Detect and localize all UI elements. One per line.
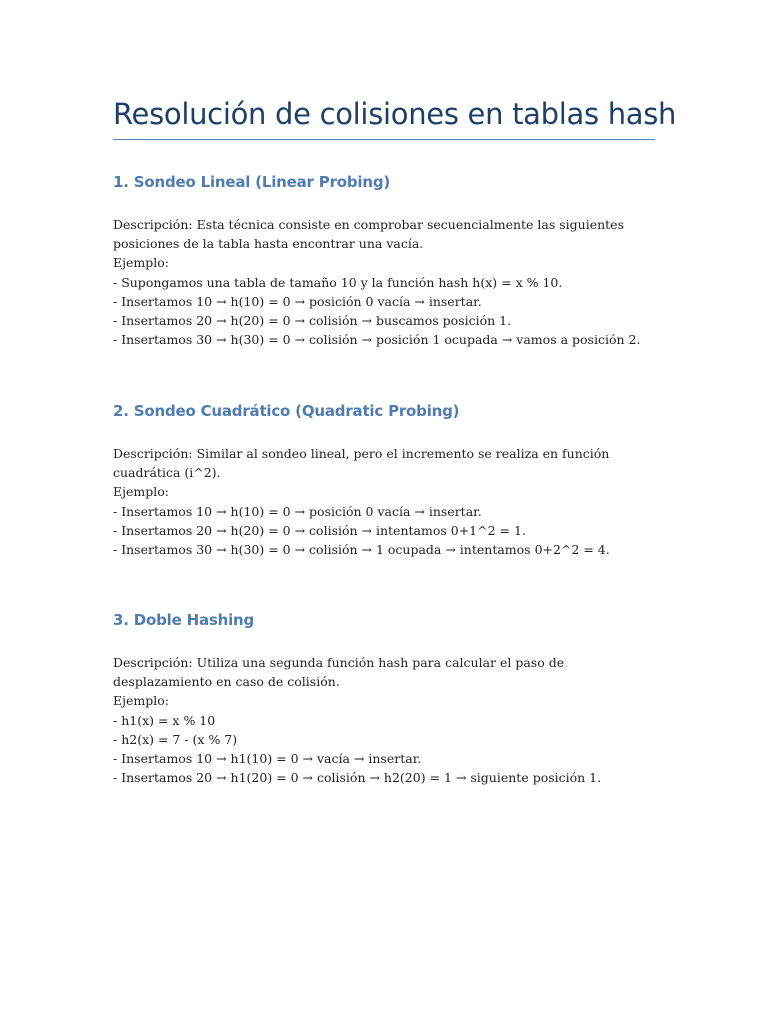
description-paragraph: Descripción: Utiliza una segunda función hash para calcular el paso de desplazamiento en caso de colisión. xyxy=(113,655,565,690)
example-label: Ejemplo: xyxy=(113,484,169,500)
section-body xyxy=(113,192,655,349)
example-line: - Supongamos una tabla de tamaño 10 y la función hash h(x) = x % 10. xyxy=(113,274,563,290)
example-line: - Insertamos 20 → h1(20) = 0 → colisión → h2(20) = 1 → siguiente posición 1. xyxy=(113,770,602,786)
example-line: - Insertamos 20 → h(20) = 0 → colisión → intentamos 0+1^2 = 1. xyxy=(113,522,526,538)
example-label: Ejemplo: xyxy=(113,255,169,271)
section-heading: 3. Doble Hashing xyxy=(113,611,255,629)
section-body xyxy=(113,630,655,787)
description-paragraph: Descripción: Esta técnica consiste en comprobar secuencialmente las siguientes posiciones de la tabla hasta encontrar una vacía. xyxy=(113,217,624,252)
example-line: - Insertamos 10 → h1(10) = 0 → vacía → insertar. xyxy=(113,751,422,767)
example-line: - Insertamos 10 → h(10) = 0 → posición 0 vacía → insertar. xyxy=(113,503,482,519)
example-label: Ejemplo: xyxy=(113,693,169,709)
example-line: - h2(x) = 7 - (x % 7) xyxy=(113,731,238,747)
example-line: - Insertamos 20 → h(20) = 0 → colisión → buscamos posición 1. xyxy=(113,313,512,329)
section-quadratic-probing xyxy=(113,401,655,559)
section-body xyxy=(113,421,655,559)
section-heading: 1. Sondeo Lineal (Linear Probing) xyxy=(113,173,391,191)
example-line: - Insertamos 30 → h(30) = 0 → colisión → posición 1 ocupada → vamos a posición 2. xyxy=(113,332,641,348)
example-line: - h1(x) = x % 10 xyxy=(113,712,216,728)
section-heading: 2. Sondeo Cuadrático (Quadratic Probing) xyxy=(113,402,460,420)
document-title: Resolución de colisiones en tablas hash xyxy=(113,97,677,131)
example-line: - Insertamos 30 → h(30) = 0 → colisión → 1 ocupada → intentamos 0+2^2 = 4. xyxy=(113,542,610,558)
section-linear-probing xyxy=(113,172,655,349)
title-underline xyxy=(113,139,655,140)
example-line: - Insertamos 10 → h(10) = 0 → posición 0 vacía → insertar. xyxy=(113,293,482,309)
section-double-hashing xyxy=(113,610,655,787)
description-paragraph: Descripción: Similar al sondeo lineal, pero el incremento se realiza en función cuadrática (i^2). xyxy=(113,446,610,481)
